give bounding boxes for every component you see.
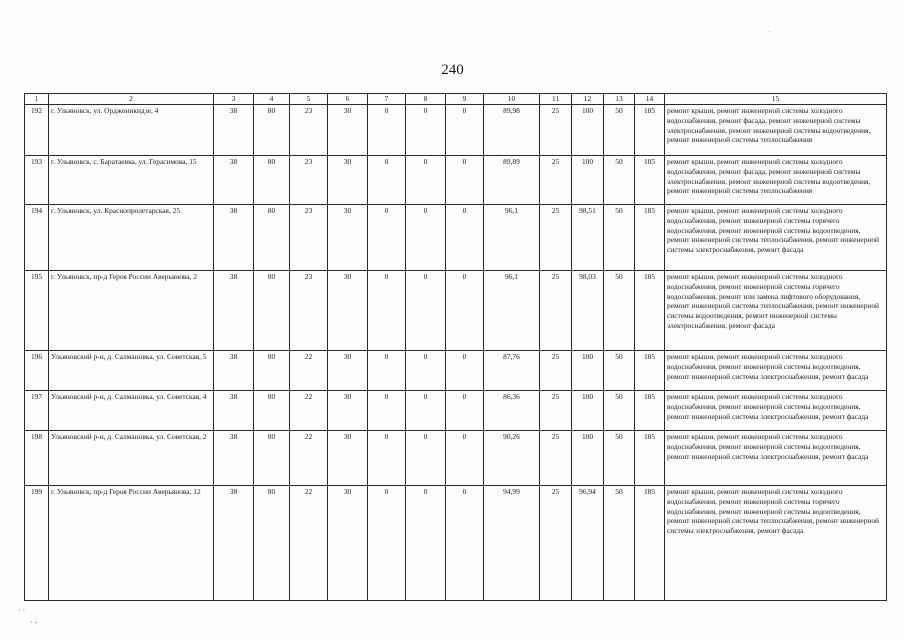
value-cell: 80 [254,485,290,600]
value-cell: 30 [328,430,368,485]
value-cell: 80 [254,350,290,390]
value-cell: 50 [604,350,635,390]
table-row [25,430,887,485]
value-cell: 185 [635,104,665,155]
value-cell: 30 [328,155,368,204]
value-cell: 30 [328,350,368,390]
value-cell: 38 [214,155,254,204]
value-cell: 0 [446,430,484,485]
works-cell: ремонт крыши, ремонт инженерной системы холодного водоснабжения, ремонт фасада, ремонт инженерной системы электроснабжения, ремонт инженерной системы водоотведения, ремонт инженерной системы теплоснабжения [665,104,887,155]
value-cell: 98,51 [572,204,604,270]
value-cell: 80 [254,204,290,270]
value-cell: 50 [604,430,635,485]
value-cell: 38 [214,204,254,270]
value-cell: 80 [254,390,290,430]
value-cell: 0 [446,155,484,204]
value-cell: 38 [214,485,254,600]
value-cell: 86,36 [484,390,540,430]
value-cell: 185 [635,350,665,390]
column-header: 4 [254,94,290,105]
value-cell: 50 [604,204,635,270]
value-cell: 100 [572,350,604,390]
value-cell: 38 [214,430,254,485]
column-header: 9 [446,94,484,105]
value-cell: 185 [635,485,665,600]
value-cell: 30 [328,270,368,350]
value-cell: 0 [446,485,484,600]
value-cell: 0 [368,155,406,204]
works-cell: ремонт крыши, ремонт инженерной системы холодного водоснабжения, ремонт инженерной системы горячего водоснабжения, ремонт инженерной системы водоотведения, ремонт инженерной системы теплоснабжения, ремонт инженерной системы электроснабжения, ремонт фасада [665,485,887,600]
value-cell: 25 [540,430,572,485]
value-cell: 89,98 [484,104,540,155]
works-cell: ремонт крыши, ремонт инженерной системы холодного водоснабжения, ремонт инженерной системы водоотведения, ремонт инженерной системы электроснабжения, ремонт фасада [665,350,887,390]
row-number: 195 [25,270,49,350]
value-cell: 80 [254,104,290,155]
value-cell: 89,89 [484,155,540,204]
value-cell: 23 [290,270,328,350]
works-cell: ремонт крыши, ремонт инженерной системы холодного водоснабжения, ремонт инженерной системы горячего водоснабжения, ремонт инженерной системы водоотведения, ремонт инженерной системы теплоснабжения, ремонт инженерной системы электроснабжения, ремонт фасада [665,204,887,270]
value-cell: 96,1 [484,204,540,270]
address-cell: г. Ульяновск, ул. Орджоникидзе, 4 [49,104,214,155]
row-number: 198 [25,430,49,485]
value-cell: 0 [406,485,446,600]
column-header: 12 [572,94,604,105]
value-cell: 0 [368,204,406,270]
value-cell: 30 [328,485,368,600]
value-cell: 50 [604,390,635,430]
value-cell: 185 [635,204,665,270]
value-cell: 96,1 [484,270,540,350]
value-cell: 185 [635,155,665,204]
address-cell: Ульяновский р-н, д. Салмановка, ул. Советская, 4 [49,390,214,430]
address-cell: г. Ульяновск, ул. Краснопролетарская, 25 [49,204,214,270]
value-cell: 0 [368,485,406,600]
column-header: 6 [328,94,368,105]
address-cell: г. Ульяновск, пр-д Героя России Аверьянова, 12 [49,485,214,600]
value-cell: 25 [540,350,572,390]
value-cell: 80 [254,430,290,485]
column-header: 7 [368,94,406,105]
value-cell: 100 [572,155,604,204]
scan-artifact: · [768,28,771,36]
value-cell: 50 [604,104,635,155]
value-cell: 87,76 [484,350,540,390]
value-cell: 0 [406,390,446,430]
works-cell: ремонт крыши, ремонт инженерной системы холодного водоснабжения, ремонт фасада, ремонт инженерной системы электроснабжения, ремонт инженерной системы водоотведения, ремонт инженерной системы теплоснабжения [665,155,887,204]
column-header: 3 [214,94,254,105]
value-cell: 25 [540,485,572,600]
value-cell: 185 [635,270,665,350]
column-header: 11 [540,94,572,105]
value-cell: 25 [540,270,572,350]
table-row [25,155,887,204]
row-number: 196 [25,350,49,390]
value-cell: 0 [446,270,484,350]
value-cell: 0 [368,430,406,485]
row-number: 194 [25,204,49,270]
value-cell: 25 [540,155,572,204]
value-cell: 0 [446,390,484,430]
value-cell: 0 [368,270,406,350]
value-cell: 0 [406,430,446,485]
column-header: 1 [25,94,49,105]
value-cell: 0 [368,390,406,430]
value-cell: 100 [572,430,604,485]
value-cell: 25 [540,104,572,155]
table-row [25,270,887,350]
value-cell: 100 [572,390,604,430]
value-cell: 185 [635,390,665,430]
value-cell: 0 [406,270,446,350]
scan-artifact: · · [18,606,26,615]
value-cell: 0 [368,104,406,155]
address-cell: г. Ульяновск, с. Баратаевка, ул. Герасимова, 15 [49,155,214,204]
value-cell: 0 [406,204,446,270]
value-cell: 50 [604,485,635,600]
value-cell: 22 [290,485,328,600]
works-cell: ремонт крыши, ремонт инженерной системы холодного водоснабжения, ремонт инженерной системы водоотведения, ремонт инженерной системы электроснабжения, ремонт фасада [665,390,887,430]
value-cell: 185 [635,430,665,485]
value-cell: 80 [254,155,290,204]
works-cell: ремонт крыши, ремонт инженерной системы холодного водоснабжения, ремонт инженерной системы горячего водоснабжения, ремонт или замена лифтового оборудования, ремонт инженерной системы теплоснабжения, ремонт инженерной системы водоотведения, ремонт инженерной системы электроснабжения, ремонт фасада [665,270,887,350]
value-cell: 23 [290,104,328,155]
address-cell: г. Ульяновск, пр-д Героя России Аверьянова, 2 [49,270,214,350]
value-cell: 38 [214,390,254,430]
repair-registry-table [24,93,887,601]
value-cell: 30 [328,390,368,430]
row-number: 193 [25,155,49,204]
value-cell: 25 [540,204,572,270]
value-cell: 0 [406,350,446,390]
value-cell: 38 [214,104,254,155]
works-cell: ремонт крыши, ремонт инженерной системы холодного водоснабжения, ремонт инженерной системы водоотведения, ремонт инженерной системы электроснабжения, ремонт фасада [665,430,887,485]
value-cell: 96,94 [572,485,604,600]
address-cell: Ульяновский р-н, д. Салмановка, ул. Советская, 5 [49,350,214,390]
value-cell: 30 [328,204,368,270]
column-header: 5 [290,94,328,105]
column-header: 10 [484,94,540,105]
row-number: 197 [25,390,49,430]
address-cell: Ульяновский р-н, д. Салмановка, ул. Советская, 2 [49,430,214,485]
value-cell: 30 [328,104,368,155]
row-number: 192 [25,104,49,155]
value-cell: 22 [290,390,328,430]
value-cell: 50 [604,270,635,350]
table-row [25,104,887,155]
value-cell: 0 [406,155,446,204]
value-cell: 0 [406,104,446,155]
value-cell: 38 [214,270,254,350]
value-cell: 94,99 [484,485,540,600]
column-header: 2 [49,94,214,105]
table-row [25,390,887,430]
table-row [25,204,887,270]
row-number: 199 [25,485,49,600]
table-header-row [25,94,887,105]
scan-artifact: · - [30,618,38,627]
value-cell: 0 [446,104,484,155]
column-header: 15 [665,94,887,105]
value-cell: 22 [290,350,328,390]
column-header: 8 [406,94,446,105]
page-number: 240 [441,62,464,78]
value-cell: 38 [214,350,254,390]
column-header: 13 [604,94,635,105]
table-row [25,350,887,390]
column-header: 14 [635,94,665,105]
value-cell: 100 [572,104,604,155]
value-cell: 0 [368,350,406,390]
value-cell: 50 [604,155,635,204]
value-cell: 0 [446,350,484,390]
value-cell: 23 [290,155,328,204]
value-cell: 98,03 [572,270,604,350]
value-cell: 90,26 [484,430,540,485]
value-cell: 0 [446,204,484,270]
value-cell: 22 [290,430,328,485]
value-cell: 80 [254,270,290,350]
table-row [25,485,887,600]
value-cell: 25 [540,390,572,430]
value-cell: 23 [290,204,328,270]
